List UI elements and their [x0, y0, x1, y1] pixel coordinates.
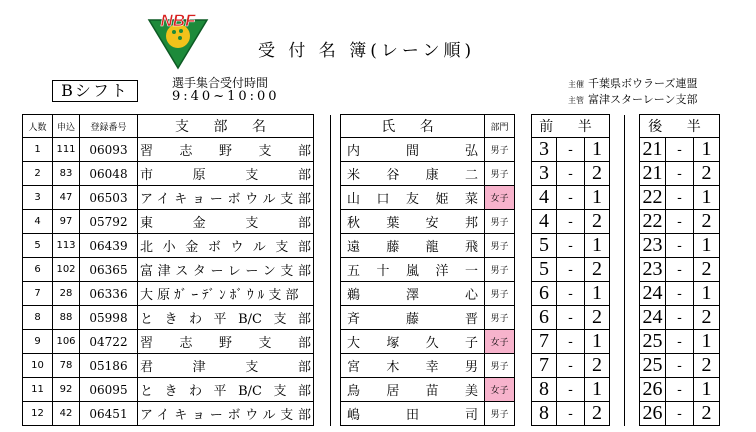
table-row	[23, 138, 720, 162]
cell-name: 嶋田司	[341, 402, 485, 426]
cell-name: 遠藤龍飛	[341, 234, 485, 258]
lane-separator: -	[666, 210, 694, 234]
lane-separator: -	[666, 138, 694, 162]
cell-p2: 2	[694, 402, 720, 426]
cell-n: 9	[23, 330, 53, 354]
cell-p2: 1	[694, 282, 720, 306]
cell-l1: 5	[532, 258, 557, 282]
table-row	[23, 354, 720, 378]
cell-div: 男子	[485, 258, 515, 282]
cell-reg: 06503	[80, 186, 138, 210]
cell-entry: 113	[53, 234, 80, 258]
cell-p1: 2	[585, 402, 610, 426]
lane-separator: -	[557, 186, 585, 210]
cell-name: 鳥居苗美	[341, 378, 485, 402]
cell-name: 宮木幸男	[341, 354, 485, 378]
cell-name: 大塚久子	[341, 330, 485, 354]
cell-div: 男子	[485, 402, 515, 426]
cell-entry: 47	[53, 186, 80, 210]
cell-div: 女子	[485, 330, 515, 354]
cell-l1: 7	[532, 354, 557, 378]
lane-separator: -	[666, 186, 694, 210]
cell-l1: 4	[532, 186, 557, 210]
cell-branch: アイキョーボウル支部	[138, 186, 314, 210]
lane-separator: -	[666, 234, 694, 258]
cell-p1: 2	[585, 162, 610, 186]
cell-p2: 1	[694, 378, 720, 402]
cell-branch: 市原支部	[138, 162, 314, 186]
cell-n: 5	[23, 234, 53, 258]
cell-name: 秋葉安邦	[341, 210, 485, 234]
header-second-half: 後 半	[640, 115, 720, 138]
cell-branch: 北小金ボウル支部	[138, 234, 314, 258]
cell-entry: 106	[53, 330, 80, 354]
lane-separator: -	[557, 234, 585, 258]
lane-separator: -	[557, 402, 585, 426]
lane-separator: -	[557, 162, 585, 186]
cell-branch: 君津支部	[138, 354, 314, 378]
lane-separator: -	[666, 378, 694, 402]
cell-p1: 1	[585, 330, 610, 354]
cell-p1: 1	[585, 282, 610, 306]
cell-reg: 06439	[80, 234, 138, 258]
lane-separator: -	[557, 138, 585, 162]
cell-l1: 7	[532, 330, 557, 354]
cell-p1: 2	[585, 210, 610, 234]
manager-name: 富津スターレーン支部	[588, 93, 698, 106]
cell-reg: 05186	[80, 354, 138, 378]
cell-reg: 06095	[80, 378, 138, 402]
cell-n: 1	[23, 138, 53, 162]
cell-entry: 102	[53, 258, 80, 282]
table-row	[23, 330, 720, 354]
organizer-info	[568, 76, 698, 108]
cell-l2: 22	[640, 186, 666, 210]
lane-separator: -	[666, 330, 694, 354]
cell-p2: 1	[694, 234, 720, 258]
cell-div: 男子	[485, 354, 515, 378]
cell-entry: 28	[53, 282, 80, 306]
cell-reg: 06451	[80, 402, 138, 426]
cell-p2: 2	[694, 306, 720, 330]
cell-entry: 78	[53, 354, 80, 378]
cell-entry: 83	[53, 162, 80, 186]
header-first-half: 前 半	[532, 115, 610, 138]
cell-div: 女子	[485, 186, 515, 210]
cell-div: 男子	[485, 210, 515, 234]
cell-l1: 6	[532, 306, 557, 330]
cell-name: 内間弘	[341, 138, 485, 162]
cell-p1: 2	[585, 258, 610, 282]
cell-l1: 6	[532, 282, 557, 306]
cell-l1: 8	[532, 378, 557, 402]
cell-p1: 2	[585, 354, 610, 378]
cell-p2: 2	[694, 210, 720, 234]
cell-n: 11	[23, 378, 53, 402]
cell-l1: 3	[532, 138, 557, 162]
table-row	[23, 378, 720, 402]
cell-branch: 富津スターレーン支部	[138, 258, 314, 282]
lane-separator: -	[666, 282, 694, 306]
cell-entry: 92	[53, 378, 80, 402]
cell-reg: 06048	[80, 162, 138, 186]
cell-n: 2	[23, 162, 53, 186]
cell-p2: 1	[694, 330, 720, 354]
header-entry: 申込	[53, 115, 80, 138]
cell-l2: 26	[640, 378, 666, 402]
cell-l2: 24	[640, 306, 666, 330]
cell-n: 12	[23, 402, 53, 426]
cell-p1: 1	[585, 378, 610, 402]
cell-p2: 2	[694, 162, 720, 186]
cell-n: 6	[23, 258, 53, 282]
cell-entry: 42	[53, 402, 80, 426]
header-reg: 登録番号	[80, 115, 138, 138]
manager-label: 主管	[568, 96, 584, 105]
cell-reg: 05998	[80, 306, 138, 330]
nbf-logo	[143, 8, 213, 70]
lane-separator: -	[557, 306, 585, 330]
table-row	[23, 162, 720, 186]
cell-name: 鵜澤心	[341, 282, 485, 306]
cell-n: 3	[23, 186, 53, 210]
cell-reg: 05792	[80, 210, 138, 234]
lane-separator: -	[666, 402, 694, 426]
cell-reg: 04722	[80, 330, 138, 354]
table-row	[23, 210, 720, 234]
cell-l2: 21	[640, 138, 666, 162]
cell-reg: 06093	[80, 138, 138, 162]
cell-p1: 1	[585, 234, 610, 258]
cell-n: 4	[23, 210, 53, 234]
cell-l2: 21	[640, 162, 666, 186]
lane-separator: -	[557, 378, 585, 402]
cell-n: 10	[23, 354, 53, 378]
cell-name: 斉藤晋	[341, 306, 485, 330]
host-label: 主催	[568, 80, 584, 89]
cell-branch: 大原ｶﾞｰﾃﾞﾝﾎﾞｳﾙ支部	[138, 282, 314, 306]
cell-l1: 8	[532, 402, 557, 426]
gather-time	[172, 76, 280, 104]
cell-p1: 1	[585, 186, 610, 210]
cell-n: 8	[23, 306, 53, 330]
cell-p2: 2	[694, 258, 720, 282]
host-name: 千葉県ボウラーズ連盟	[588, 77, 698, 90]
cell-entry: 88	[53, 306, 80, 330]
cell-div: 男子	[485, 138, 515, 162]
cell-l1: 3	[532, 162, 557, 186]
table-row	[23, 282, 720, 306]
header-name: 氏 名	[341, 115, 485, 138]
lane-separator: -	[557, 354, 585, 378]
cell-branch: ときわ平B/C支部	[138, 378, 314, 402]
cell-branch: 東金支部	[138, 210, 314, 234]
cell-div: 男子	[485, 306, 515, 330]
cell-n: 7	[23, 282, 53, 306]
table-row	[23, 402, 720, 426]
cell-l2: 25	[640, 330, 666, 354]
cell-reg: 06336	[80, 282, 138, 306]
cell-name: 米谷康二	[341, 162, 485, 186]
header-branch: 支 部 名	[138, 115, 314, 138]
lane-separator: -	[666, 258, 694, 282]
cell-entry: 97	[53, 210, 80, 234]
cell-entry: 111	[53, 138, 80, 162]
cell-branch: ときわ平B/C支部	[138, 306, 314, 330]
cell-name: 山口友姫菜	[341, 186, 485, 210]
cell-l2: 23	[640, 234, 666, 258]
cell-branch: 習志野支部	[138, 138, 314, 162]
cell-l1: 4	[532, 210, 557, 234]
shift-label: Bシフト	[52, 80, 138, 102]
lane-separator: -	[557, 282, 585, 306]
cell-l2: 24	[640, 282, 666, 306]
cell-div: 男子	[485, 234, 515, 258]
cell-p2: 1	[694, 186, 720, 210]
cell-l2: 23	[640, 258, 666, 282]
entry-table	[22, 114, 720, 426]
cell-l2: 22	[640, 210, 666, 234]
cell-p2: 1	[694, 138, 720, 162]
logo-text: NBF	[160, 11, 196, 30]
page-title: 受 付 名 簿(レーン順)	[258, 41, 476, 61]
cell-div: 女子	[485, 378, 515, 402]
cell-div: 男子	[485, 162, 515, 186]
header-count: 人数	[23, 115, 53, 138]
lane-separator: -	[666, 306, 694, 330]
cell-l1: 5	[532, 234, 557, 258]
lane-separator: -	[666, 354, 694, 378]
gather-time-label: 選手集合受付時間	[172, 76, 269, 90]
cell-l2: 25	[640, 354, 666, 378]
lane-separator: -	[557, 330, 585, 354]
table-row	[23, 258, 720, 282]
table-header	[23, 115, 720, 138]
cell-l2: 26	[640, 402, 666, 426]
cell-p1: 2	[585, 306, 610, 330]
lane-separator: -	[666, 162, 694, 186]
table-row	[23, 186, 720, 210]
table-row	[23, 306, 720, 330]
cell-name: 五十嵐洋一	[341, 258, 485, 282]
cell-p2: 2	[694, 354, 720, 378]
table-row	[23, 234, 720, 258]
cell-branch: アイキョーボウル支部	[138, 402, 314, 426]
lane-separator: -	[557, 210, 585, 234]
cell-p1: 1	[585, 138, 610, 162]
cell-branch: 習志野支部	[138, 330, 314, 354]
lane-separator: -	[557, 258, 585, 282]
cell-div: 男子	[485, 282, 515, 306]
cell-reg: 06365	[80, 258, 138, 282]
header-division: 部門	[485, 115, 515, 138]
gather-time-value: 9:40~10:00	[172, 89, 280, 104]
